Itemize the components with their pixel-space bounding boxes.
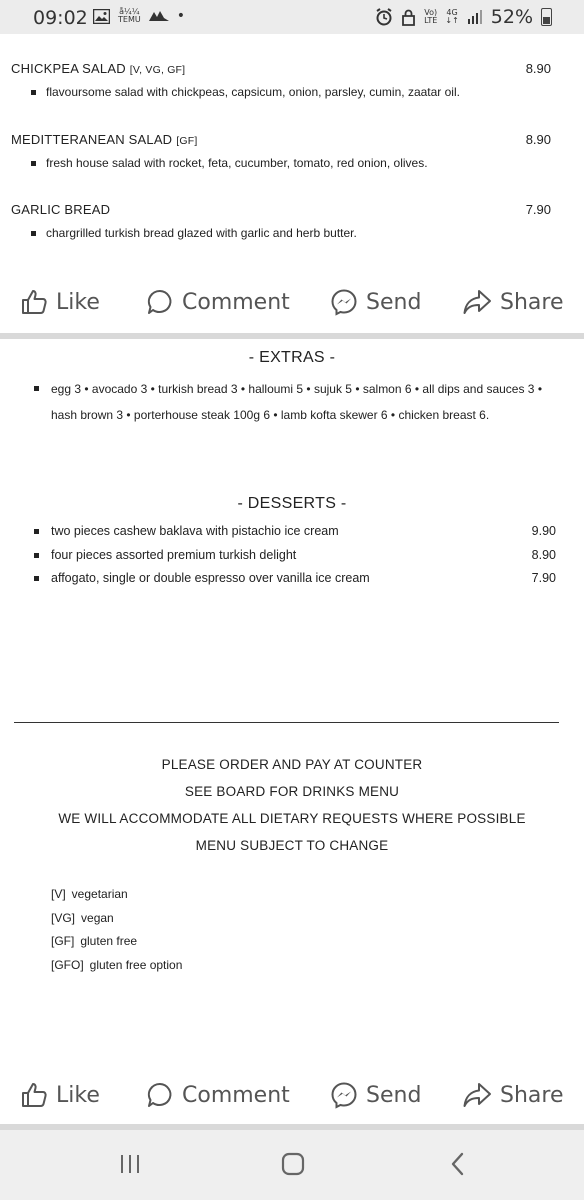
dessert-item [34, 548, 556, 562]
share-arrow-icon [462, 1081, 492, 1109]
battery-icon [541, 8, 552, 26]
bullet-icon [31, 231, 36, 236]
send-button[interactable] [330, 1081, 421, 1109]
volte-icon: Vo) LTE [424, 8, 438, 25]
comment-icon [146, 1081, 174, 1109]
status-bar [0, 0, 584, 34]
legend-item [51, 887, 128, 901]
battery-percentage: 52% [490, 6, 533, 28]
item-price: 7.90 [525, 202, 551, 217]
legend-code: [V] [51, 887, 66, 901]
desserts-heading: - DESSERTS - [237, 495, 347, 512]
bullet-icon [31, 161, 36, 166]
post-action-bar [0, 1065, 584, 1125]
system-navigation-bar [0, 1130, 584, 1200]
item-tags: [V, VG, GF] [129, 64, 186, 76]
dessert-item [34, 524, 556, 538]
bullet-icon [34, 576, 39, 581]
item-price: 8.90 [525, 61, 551, 76]
notice-dietary: WE WILL ACCOMMODATE ALL DIETARY REQUESTS WHERE POSSIBLE [58, 811, 526, 826]
item-description: chargrilled turkish bread glazed with garlic and herb butter. [46, 226, 357, 240]
item-tags: [GF] [176, 135, 198, 147]
post-action-bar [0, 272, 584, 332]
comment-label: Comment [182, 1082, 290, 1108]
send-label: Send [366, 1082, 422, 1108]
network-type: 4G ↓↑ [445, 8, 459, 25]
legend-label: gluten free [80, 934, 138, 948]
item-description: fresh house salad with rocket, feta, cucumber, tomato, red onion, olives. [46, 156, 428, 170]
thumbs-up-icon [20, 288, 48, 316]
thumbs-up-icon [20, 1081, 48, 1109]
legend-code: [GFO] [51, 958, 84, 972]
share-label: Share [500, 289, 564, 315]
dessert-price: 7.90 [531, 571, 556, 585]
lock-icon [401, 9, 416, 26]
back-icon[interactable] [449, 1152, 467, 1176]
legend-label: gluten free option [89, 958, 183, 972]
gallery-icon [93, 9, 110, 24]
legend-code: [GF] [51, 934, 75, 948]
dessert-description: affogato, single or double espresso over vanilla ice cream [51, 571, 370, 585]
item-name: MEDITTERANEAN SALAD [11, 132, 173, 147]
item-description: flavoursome salad with chickpeas, capsicum, onion, parsley, cumin, zaatar oil. [46, 85, 460, 99]
legend-item [51, 911, 114, 925]
dessert-description: two pieces cashew baklava with pistachio ice cream [51, 524, 339, 538]
share-arrow-icon [462, 288, 492, 316]
share-button[interactable] [462, 1081, 564, 1109]
bullet-icon [34, 529, 39, 534]
extras-heading: - EXTRAS - [248, 349, 336, 366]
bullet-icon [34, 553, 39, 558]
legend-label: vegan [81, 911, 114, 925]
home-icon[interactable] [281, 1152, 305, 1176]
dessert-item [34, 571, 556, 585]
item-price: 8.90 [525, 132, 551, 147]
like-button[interactable] [20, 288, 100, 316]
like-button[interactable] [20, 1081, 100, 1109]
notice-order: PLEASE ORDER AND PAY AT COUNTER [161, 757, 423, 772]
like-label: Like [56, 289, 100, 315]
send-button[interactable] [330, 288, 421, 316]
signal-icon [467, 10, 483, 24]
send-label: Send [366, 289, 422, 315]
item-name: GARLIC BREAD [11, 202, 111, 217]
divider [14, 722, 559, 723]
comment-icon [146, 288, 174, 316]
temu-icon: å¼¼ TEMU [118, 7, 141, 24]
comment-button[interactable] [146, 288, 290, 316]
legend-item [51, 934, 137, 948]
legend-item [51, 958, 182, 972]
menu-image-bottom[interactable] [0, 339, 584, 1065]
legend-code: [VG] [51, 911, 76, 925]
like-label: Like [56, 1082, 100, 1108]
dessert-price: 8.90 [531, 548, 556, 562]
messenger-icon [330, 1081, 358, 1109]
comment-label: Comment [182, 289, 290, 315]
recent-apps-icon[interactable] [119, 1152, 141, 1176]
item-name: CHICKPEA SALAD [11, 61, 126, 76]
notice-drinks: SEE BOARD FOR DRINKS MENU [184, 784, 400, 799]
alarm-icon [375, 8, 393, 26]
notice-change: MENU SUBJECT TO CHANGE [195, 838, 389, 853]
dessert-description: four pieces assorted premium turkish delight [51, 548, 297, 562]
bullet-icon [31, 90, 36, 95]
share-label: Share [500, 1082, 564, 1108]
share-button[interactable] [462, 288, 564, 316]
extras-list: egg 3 • avocado 3 • turkish bread 3 • halloumi 5 • sujuk 5 • salmon 6 • all dips and sauces 3 • hash brown 3 • porterhouse steak 100g 6 • lamb kofta skewer 6 • chicken breast 6. [51, 382, 543, 422]
app-icon [149, 9, 169, 23]
dessert-price: 9.90 [531, 524, 556, 538]
messenger-icon [330, 288, 358, 316]
legend-label: vegetarian [71, 887, 128, 901]
notification-dot-icon: • [176, 8, 185, 24]
bullet-icon [34, 386, 39, 391]
clock: 09:02 [33, 7, 88, 29]
comment-button[interactable] [146, 1081, 290, 1109]
